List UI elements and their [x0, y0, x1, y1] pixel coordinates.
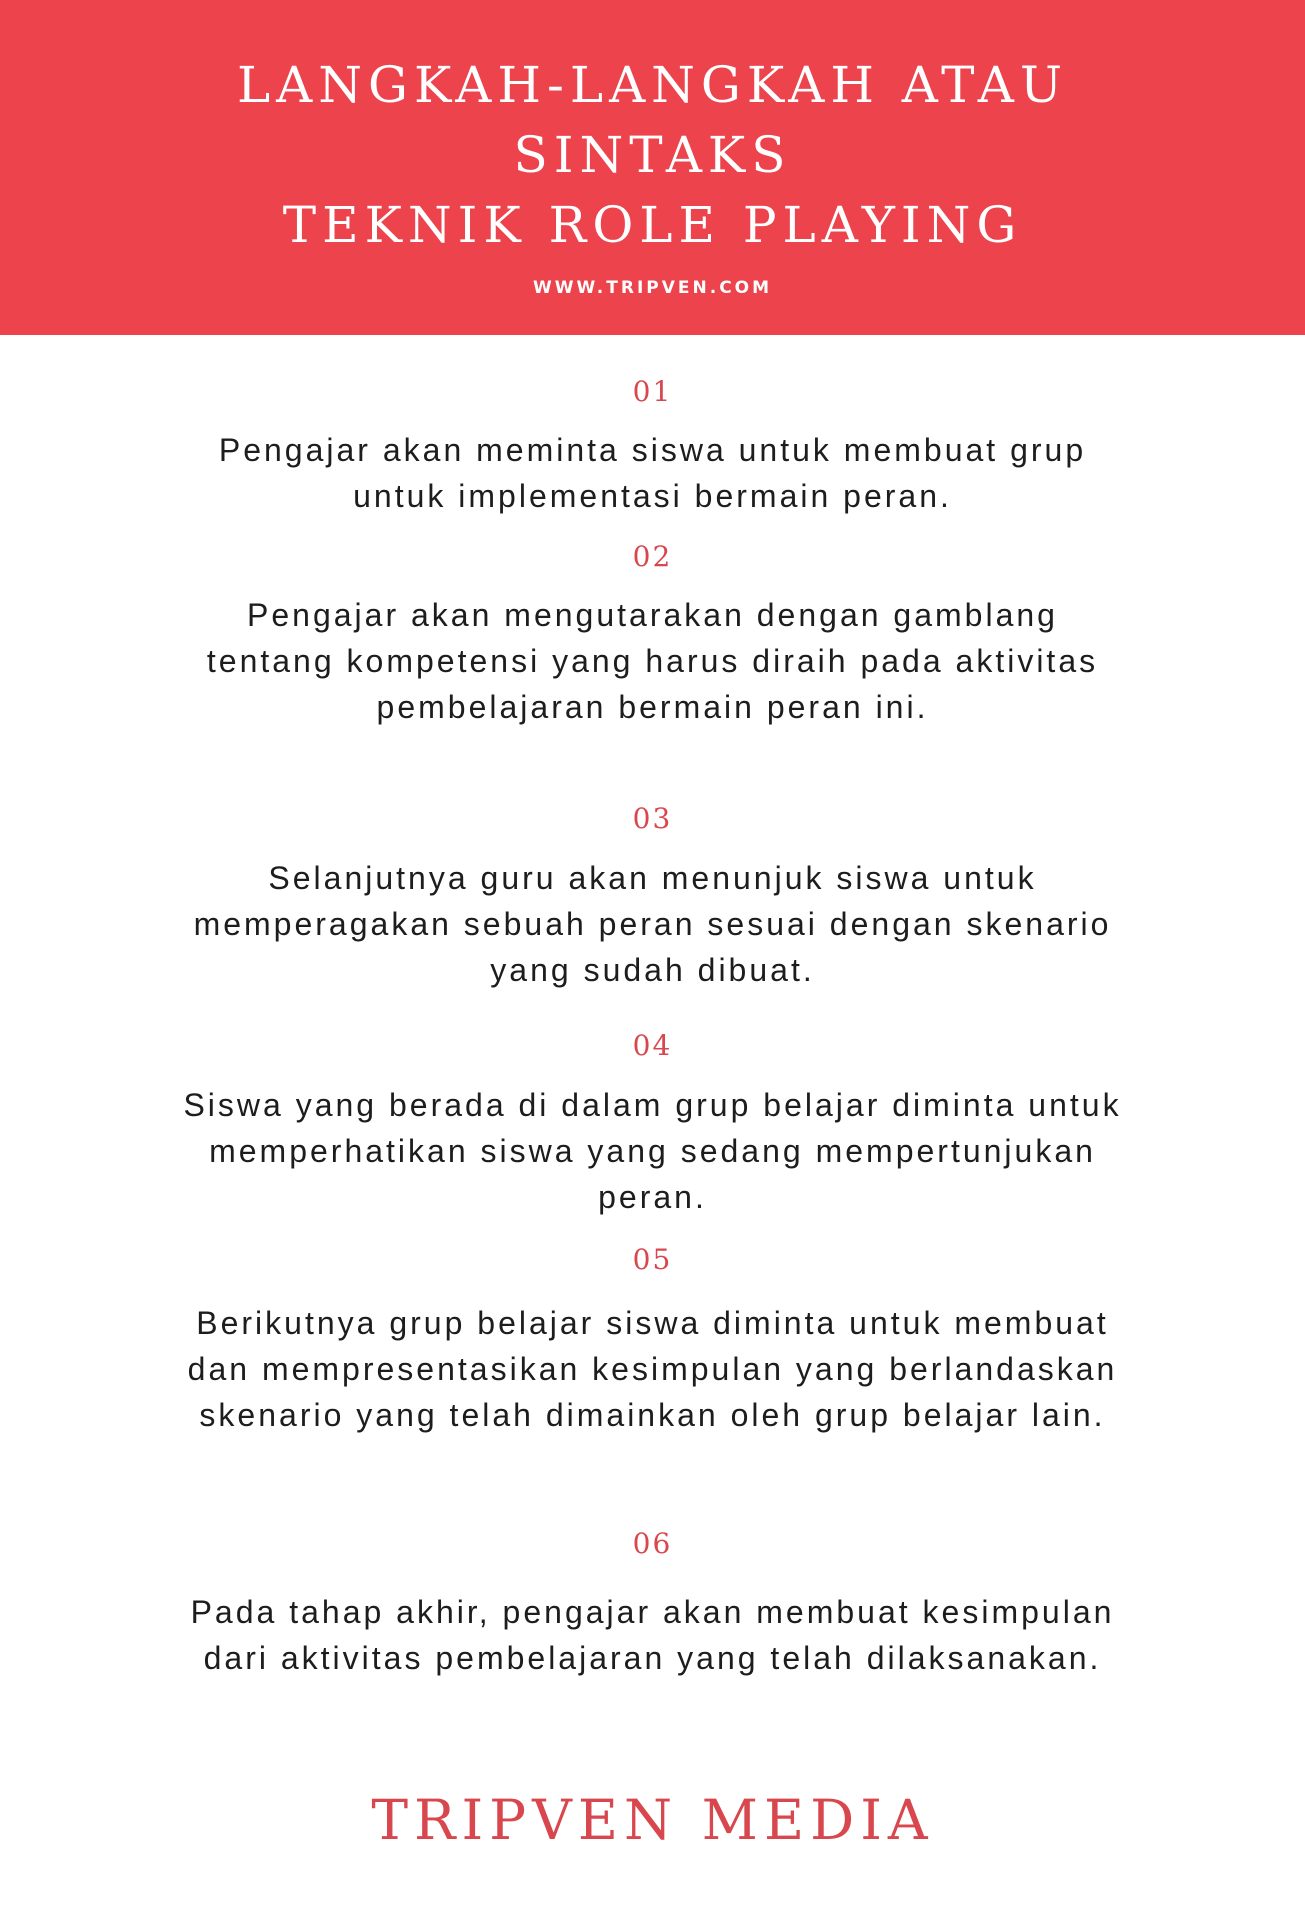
page-title — [0, 50, 1305, 260]
step-text-1: Pengajar akan meminta siswa untuk membuat grup untuk implementasi bermain peran. — [218, 432, 1087, 514]
step-text-2: Pengajar akan mengutarakan dengan gamblang tentang kompetensi yang harus diraih pada aktivitas pembelajaran bermain peran ini. — [206, 597, 1099, 725]
website-url: WWW.TRIPVEN.COM — [532, 278, 773, 298]
step-text-3: Selanjutnya guru akan menunjuk siswa untuk memperagakan sebuah peran sesuai dengan skenario yang sudah dibuat. — [193, 860, 1112, 988]
title-line-1: LANGKAH-LANGKAH ATAU — [236, 56, 1069, 114]
step-text-5: Berikutnya grup belajar siswa diminta untuk membuat dan mempresentasikan kesimpulan yang berlandaskan skenario yang telah dimainkan oleh grup belajar lain. — [187, 1305, 1118, 1433]
header-banner — [0, 0, 1305, 335]
step-number-2: 02 — [632, 540, 673, 573]
step-text-6: Pada tahap akhir, pengajar akan membuat kesimpulan dari aktivitas pembelajaran yang telah dilaksanakan. — [190, 1594, 1115, 1676]
step-number-4: 04 — [632, 1029, 673, 1062]
step-text-4: Siswa yang berada di dalam grup belajar diminta untuk memperhatikan siswa yang sedang mempertunjukan peran. — [183, 1087, 1122, 1215]
step-number-5: 05 — [632, 1243, 673, 1276]
step-number-6: 06 — [632, 1527, 673, 1560]
title-line-2: SINTAKS — [513, 126, 792, 184]
step-number-1: 01 — [632, 375, 673, 408]
footer-brand: TRIPVEN MEDIA — [371, 1788, 934, 1852]
step-number-3: 03 — [632, 802, 673, 835]
title-line-3: TEKNIK ROLE PLAYING — [282, 196, 1023, 254]
